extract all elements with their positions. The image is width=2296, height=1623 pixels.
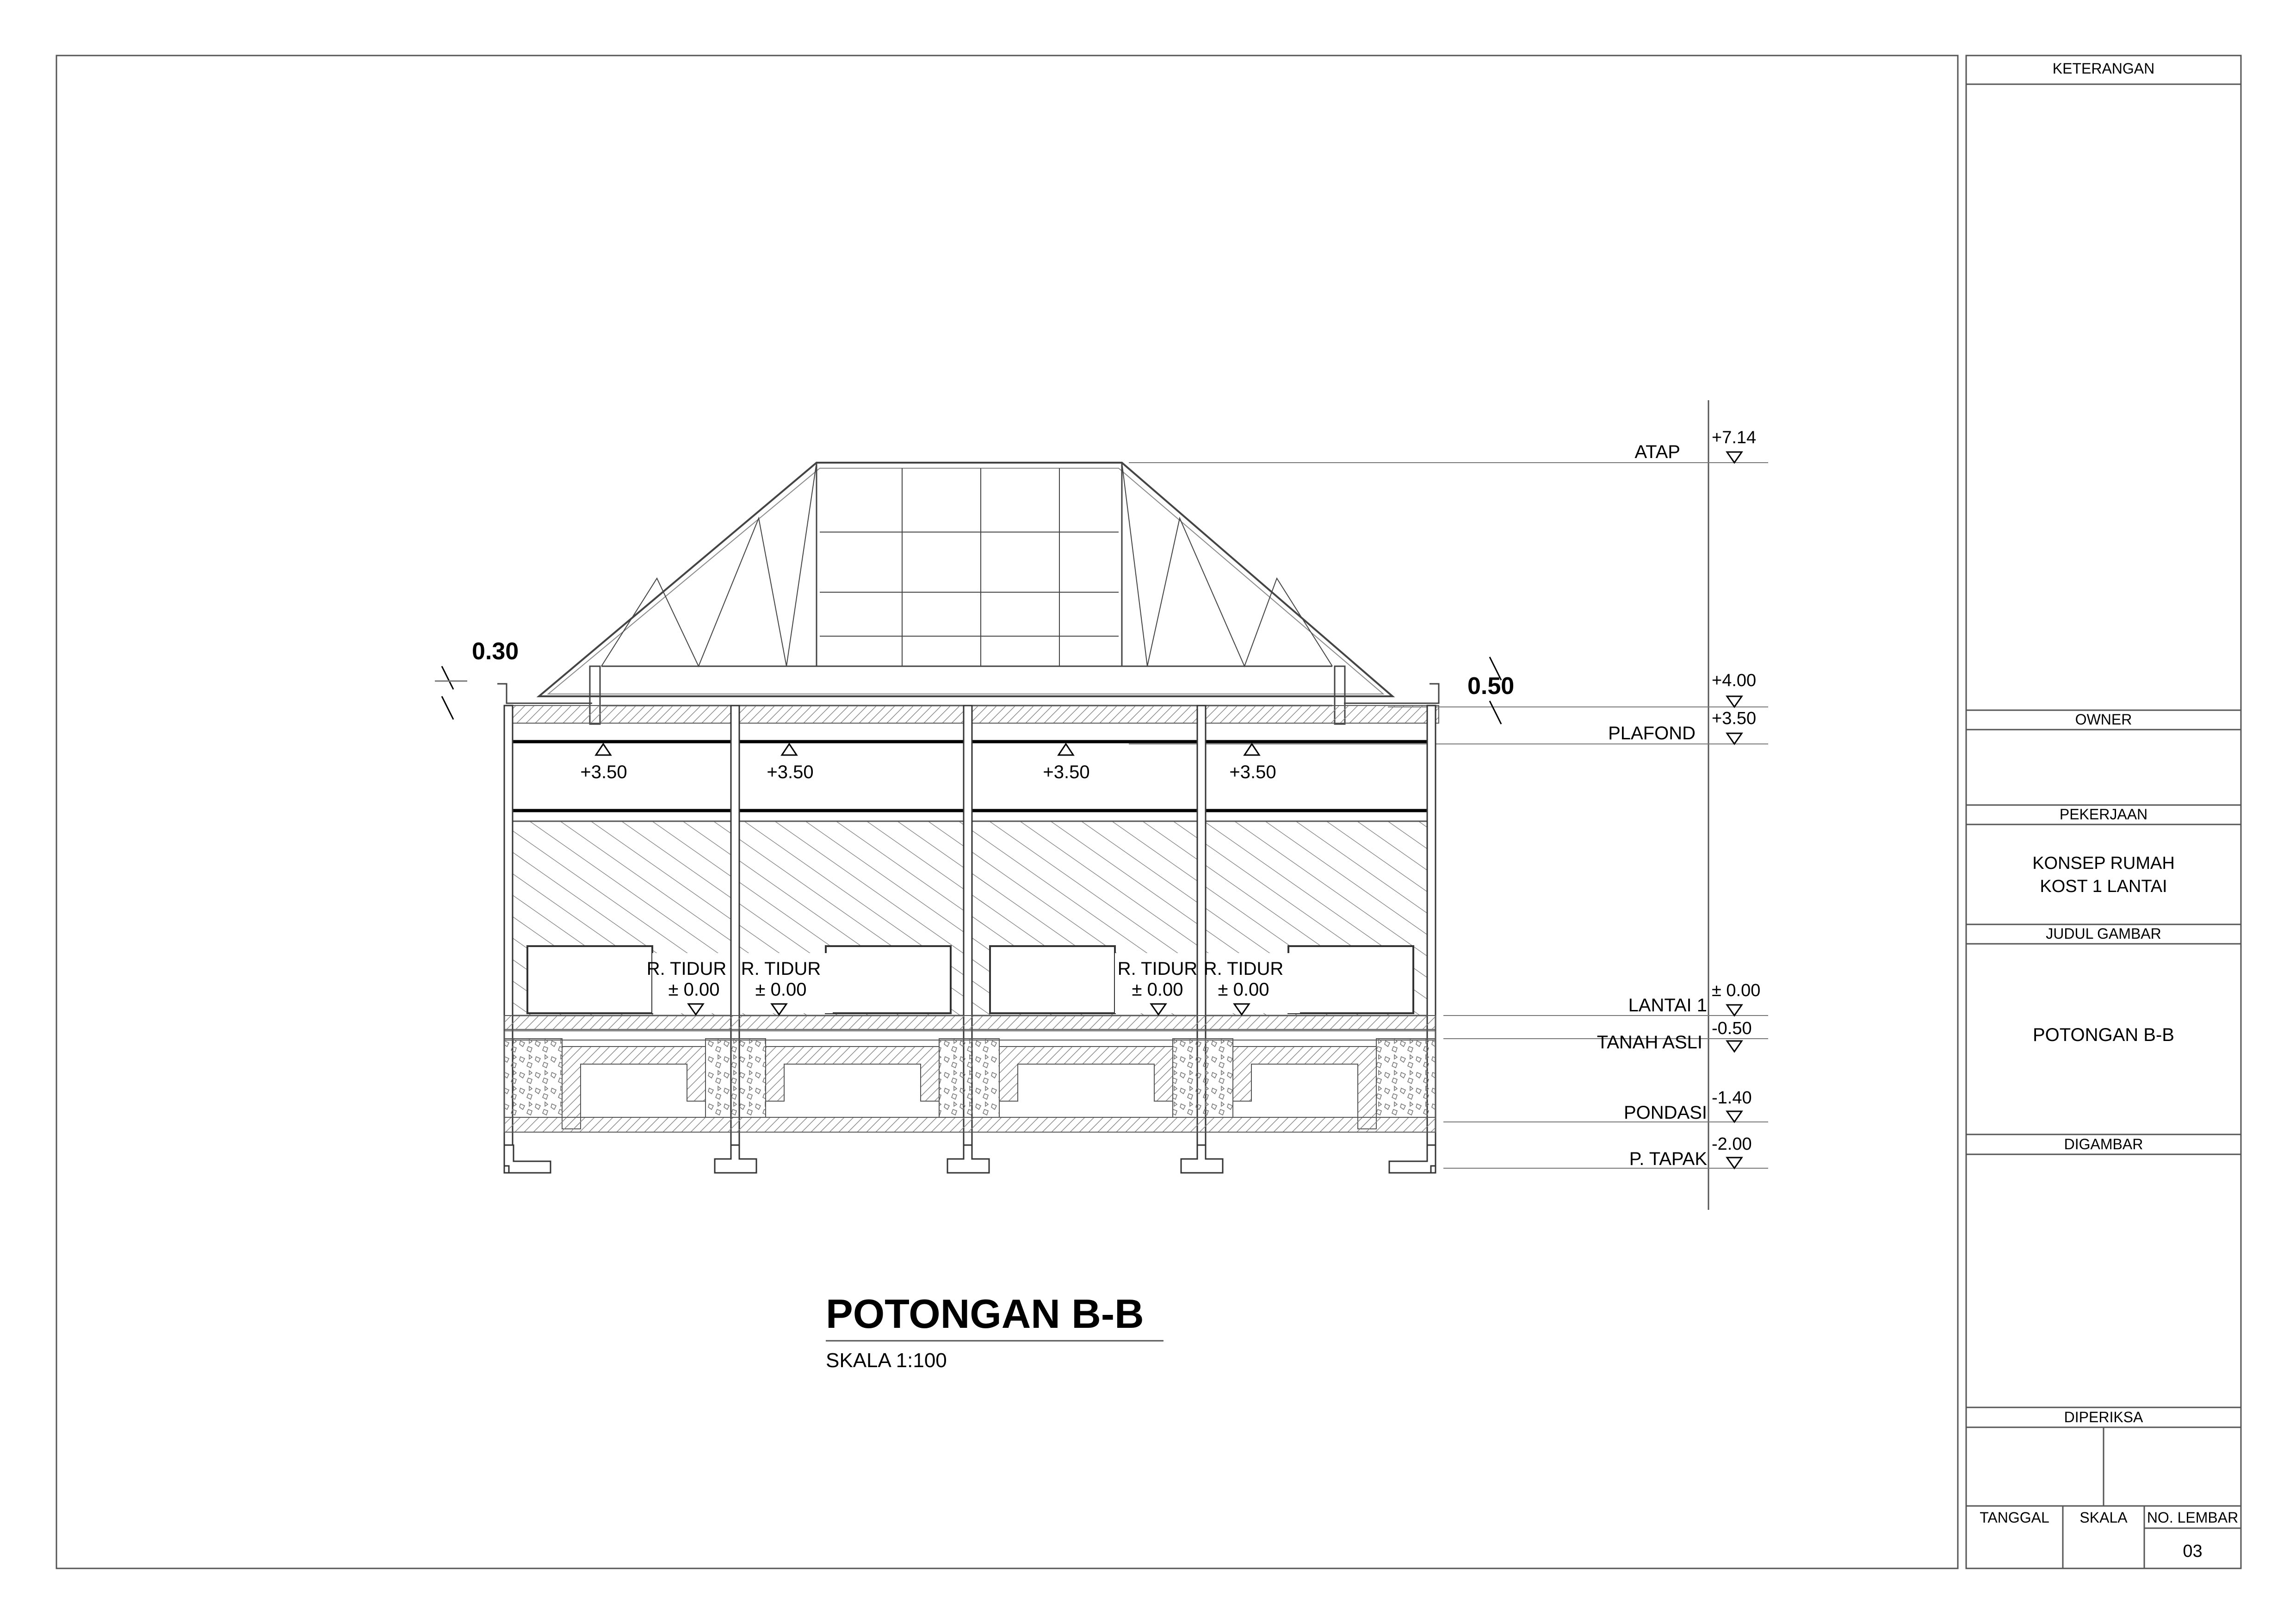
level-label-atap: ATAP [1634,442,1680,462]
no-lembar-label: NO. LEMBAR [2147,1509,2239,1526]
skala-label: SKALA [2079,1509,2128,1526]
room-name-3: R. TIDUR [1117,959,1198,979]
drawing-title: POTONGAN B-B [826,1291,1144,1337]
ceiling-mark-2: +3.50 [767,762,814,782]
room-level-1: ± 0.00 [668,979,720,1000]
level-value-top-beam: +4.00 [1712,671,1757,690]
roof-truss [497,463,1439,724]
owner-heading: OWNER [2075,711,2132,728]
level-value-plafond: +3.50 [1712,709,1757,728]
level-value-atap: +7.14 [1712,428,1757,447]
level-value-pondasi: -1.40 [1712,1088,1752,1108]
drawing-scale: SKALA 1:100 [826,1349,947,1372]
floor-and-foundation [504,1016,1436,1173]
room-name-4: R. TIDUR [1203,959,1284,979]
judul-gambar-heading: JUDUL GAMBAR [2046,925,2161,942]
ceiling-mark-3: +3.50 [1043,762,1090,782]
level-label-tanah-asli: TANAH ASLI [1597,1032,1702,1053]
dimension-label-right: 0.50 [1467,673,1515,700]
room-level-2: ± 0.00 [755,979,807,1000]
level-value-p-tapak: -2.00 [1712,1134,1752,1154]
digambar-heading: DIGAMBAR [2064,1136,2143,1152]
level-value-lantai: ± 0.00 [1712,981,1761,1000]
level-label-pondasi: PONDASI [1623,1103,1707,1123]
keterangan-heading: KETERANGAN [2052,60,2155,77]
room-level-4: ± 0.00 [1218,979,1269,1000]
ceiling-mark-1: +3.50 [580,762,627,782]
level-label-lantai: LANTAI 1 [1628,995,1707,1016]
pekerjaan-heading: PEKERJAAN [2059,806,2148,823]
room-name-2: R. TIDUR [741,959,821,979]
dimension-label-left: 0.30 [472,638,519,665]
level-label-plafond: PLAFOND [1608,723,1696,743]
project-name-line1: KONSEP RUMAH [2032,854,2175,873]
level-label-p-tapak: P. TAPAK [1629,1149,1707,1169]
sheet-number: 03 [2183,1542,2203,1561]
diperiksa-heading: DIPERIKSA [2064,1409,2143,1425]
room-level-3: ± 0.00 [1132,979,1183,1000]
tanggal-label: TANGGAL [1980,1509,2049,1526]
ceiling-mark-4: +3.50 [1229,762,1276,782]
project-name-line2: KOST 1 LANTAI [2040,877,2167,896]
title-block-lines [1966,84,2241,1568]
level-value-tanah-asli: -0.50 [1712,1019,1752,1038]
drawing-name: POTONGAN B-B [2033,1025,2174,1045]
room-name-1: R. TIDUR [646,959,727,979]
